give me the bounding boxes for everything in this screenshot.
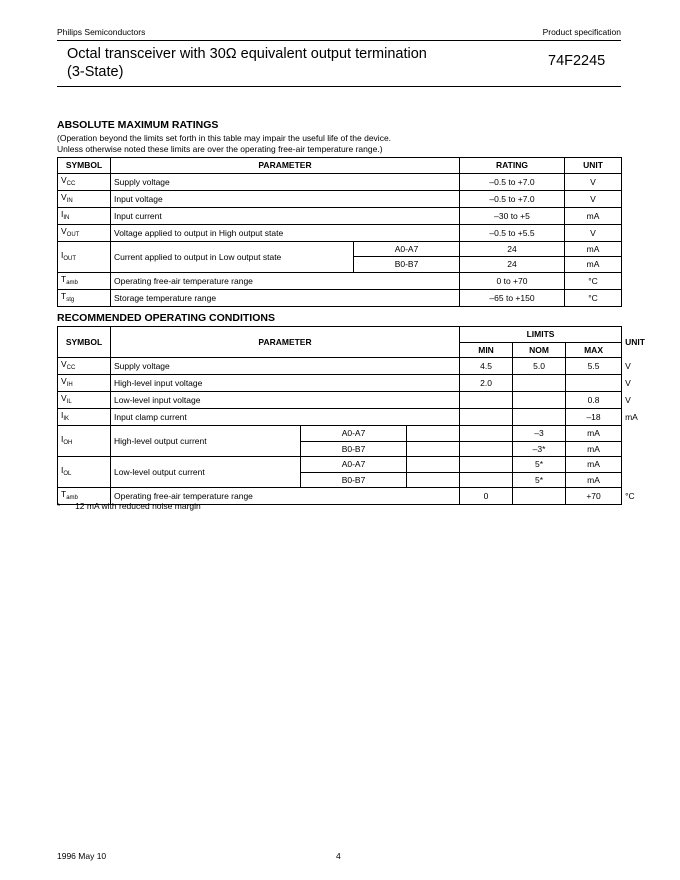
table-row — [58, 241, 622, 257]
min-cell: 4.5 — [460, 358, 513, 375]
col-header-unit: UNIT — [565, 158, 622, 174]
page-number: 4 — [336, 851, 341, 861]
symbol-cell: $V_{CC}$ — [58, 173, 111, 190]
symbol-cell: $V_{OUT}$ — [58, 224, 111, 241]
min-cell — [460, 409, 513, 426]
unit-cell: mA — [566, 457, 622, 473]
nom-cell — [460, 472, 513, 488]
rating-cell: –30 to +5 — [460, 207, 565, 224]
parameter-cell: Input current — [111, 207, 460, 224]
min-cell — [407, 441, 460, 457]
table-row: $I_{IK}$ Input clamp current –18 mA — [58, 409, 622, 426]
parameter-cell: Input clamp current — [111, 409, 460, 426]
table-row — [58, 457, 622, 473]
max-cell: +70 — [566, 488, 622, 505]
rec-op-heading: RECOMMENDED OPERATING CONDITIONS — [57, 312, 275, 324]
table-row: $V_{IL}$ Low-level input voltage 0.8 V — [58, 392, 622, 409]
min-cell: 2.0 — [460, 375, 513, 392]
document-title — [67, 45, 427, 81]
rating-cell: –0.5 to +7.0 — [460, 190, 565, 207]
abs-max-heading: ABSOLUTE MAXIMUM RATINGS — [57, 119, 219, 131]
table-row — [58, 272, 622, 289]
unit-cell: mA — [565, 207, 622, 224]
footnote — [57, 501, 201, 512]
symbol-cell: $I_{IK}$ — [58, 409, 111, 426]
rating-cell: –0.5 to +5.5 — [460, 224, 565, 241]
condition-cell: B0-B7 — [301, 472, 407, 488]
symbol-cell: $V_{IH}$ — [58, 375, 111, 392]
nom-cell — [460, 441, 513, 457]
max-cell — [566, 375, 622, 392]
abs-max-table — [57, 157, 622, 307]
table-header-row — [58, 158, 622, 174]
parameter-cell: Current applied to output in Low output state — [111, 241, 354, 272]
footnote-text: 12 mA with reduced noise margin — [75, 501, 201, 511]
max-cell: 5* — [513, 457, 566, 473]
symbol-cell: $I_{OL}$ — [58, 457, 111, 488]
unit-cell: V — [565, 224, 622, 241]
max-cell: –3 — [513, 426, 566, 442]
min-cell — [407, 472, 460, 488]
symbol-cell: $I_{OUT}$ — [58, 241, 111, 272]
table-row: $T_{amb}$ Operating free-air temperature range 0 +70 °C — [58, 488, 622, 505]
parameter-cell: Storage temperature range — [111, 289, 460, 306]
col-header-limits: LIMITS — [460, 327, 622, 343]
nom-cell — [460, 426, 513, 442]
min-cell — [407, 457, 460, 473]
document-type: Product specification — [542, 27, 621, 37]
parameter-cell: Low-level input voltage — [111, 392, 460, 409]
col-header-symbol: SYMBOL — [58, 158, 111, 174]
header-top-rule — [57, 40, 621, 41]
table-row — [58, 426, 622, 442]
condition-cell: B0-B7 — [354, 257, 460, 273]
nom-cell — [513, 409, 566, 426]
company-name: Philips Semiconductors — [57, 27, 146, 37]
unit-cell: mA — [566, 426, 622, 442]
min-cell — [460, 392, 513, 409]
unit-cell: mA — [566, 441, 622, 457]
parameter-cell: Input voltage — [111, 190, 460, 207]
max-cell: –3* — [513, 441, 566, 457]
unit-cell: mA — [566, 472, 622, 488]
footnote-mark: * — [57, 501, 61, 511]
parameter-cell: Low-level output current — [111, 457, 301, 488]
unit-cell: V — [565, 190, 622, 207]
unit-cell: mA — [565, 241, 622, 257]
symbol-cell: $T_{stg}$ — [58, 289, 111, 306]
condition-cell: A0-A7 — [301, 426, 407, 442]
symbol-cell: $T_{amb}$ — [58, 272, 111, 289]
symbol-cell: $V_{CC}$ — [58, 358, 111, 375]
condition-cell: A0-A7 — [301, 457, 407, 473]
table-row — [58, 289, 622, 306]
col-header-min: MIN — [460, 342, 513, 358]
table-row — [58, 207, 622, 224]
unit-cell: mA — [565, 257, 622, 273]
max-cell: 5* — [513, 472, 566, 488]
part-number: 74F2245 — [548, 53, 606, 69]
abs-max-note — [57, 133, 391, 155]
max-cell: 0.8 — [566, 392, 622, 409]
symbol-cell: $V_{IL}$ — [58, 392, 111, 409]
rating-cell: –0.5 to +7.0 — [460, 173, 565, 190]
rating-cell: 24 — [460, 257, 565, 273]
symbol-cell: $I_{IN}$ — [58, 207, 111, 224]
parameter-cell: Supply voltage — [111, 358, 460, 375]
table-row — [58, 224, 622, 241]
abs-max-note-line-2: Unless otherwise noted these limits are over the operating free-air temperature range.) — [57, 144, 383, 154]
abs-max-note-line-1: (Operation beyond the limits set forth in this table may impair the useful life of the device. — [57, 133, 392, 143]
parameter-cell: Supply voltage — [111, 173, 460, 190]
nom-cell: 5.0 — [513, 358, 566, 375]
footer-date: 1996 May 10 — [57, 851, 107, 861]
min-cell — [407, 426, 460, 442]
table-row — [58, 190, 622, 207]
symbol-cell: $I_{OH}$ — [58, 426, 111, 457]
unit-cell: °C — [565, 272, 622, 289]
condition-cell: B0-B7 — [301, 441, 407, 457]
parameter-cell: Voltage applied to output in High output state — [111, 224, 460, 241]
parameter-cell: High-level input voltage — [111, 375, 460, 392]
table-header-row: SYMBOL PARAMETER LIMITS UNIT — [58, 327, 622, 343]
max-cell: –18 — [566, 409, 622, 426]
col-header-symbol: SYMBOL — [58, 327, 111, 358]
symbol-cell: $V_{IN}$ — [58, 190, 111, 207]
table-row — [58, 173, 622, 190]
unit-cell: V — [565, 173, 622, 190]
col-header-max: MAX — [566, 342, 622, 358]
col-header-rating: RATING — [460, 158, 565, 174]
max-cell: 5.5 — [566, 358, 622, 375]
col-header-parameter: PARAMETER — [111, 158, 460, 174]
unit-cell: °C — [565, 289, 622, 306]
rating-cell: –65 to +150 — [460, 289, 565, 306]
parameter-cell: High-level output current — [111, 426, 301, 457]
col-header-nom: NOM — [513, 342, 566, 358]
nom-cell — [513, 375, 566, 392]
nom-cell — [460, 457, 513, 473]
col-header-parameter: PARAMETER — [111, 327, 460, 358]
symbol-cell: $T_{amb}$ — [58, 488, 111, 505]
nom-cell — [513, 392, 566, 409]
title-line-1: Octal transceiver with 30Ω equivalent output termination — [67, 46, 427, 62]
min-cell: 0 — [460, 488, 513, 505]
parameter-cell: Operating free-air temperature range — [111, 272, 460, 289]
rating-cell: 0 to +70 — [460, 272, 565, 289]
table-row: $V_{IH}$ High-level input voltage 2.0 V — [58, 375, 622, 392]
header-bottom-rule — [57, 86, 621, 87]
title-line-2: (3-State) — [67, 64, 124, 80]
parameter-cell: Operating free-air temperature range — [111, 488, 460, 505]
rating-cell: 24 — [460, 241, 565, 257]
table-row: $V_{CC}$ Supply voltage 4.5 5.0 5.5 V — [58, 358, 622, 375]
rec-op-table — [57, 326, 645, 505]
condition-cell: A0-A7 — [354, 241, 460, 257]
nom-cell — [513, 488, 566, 505]
